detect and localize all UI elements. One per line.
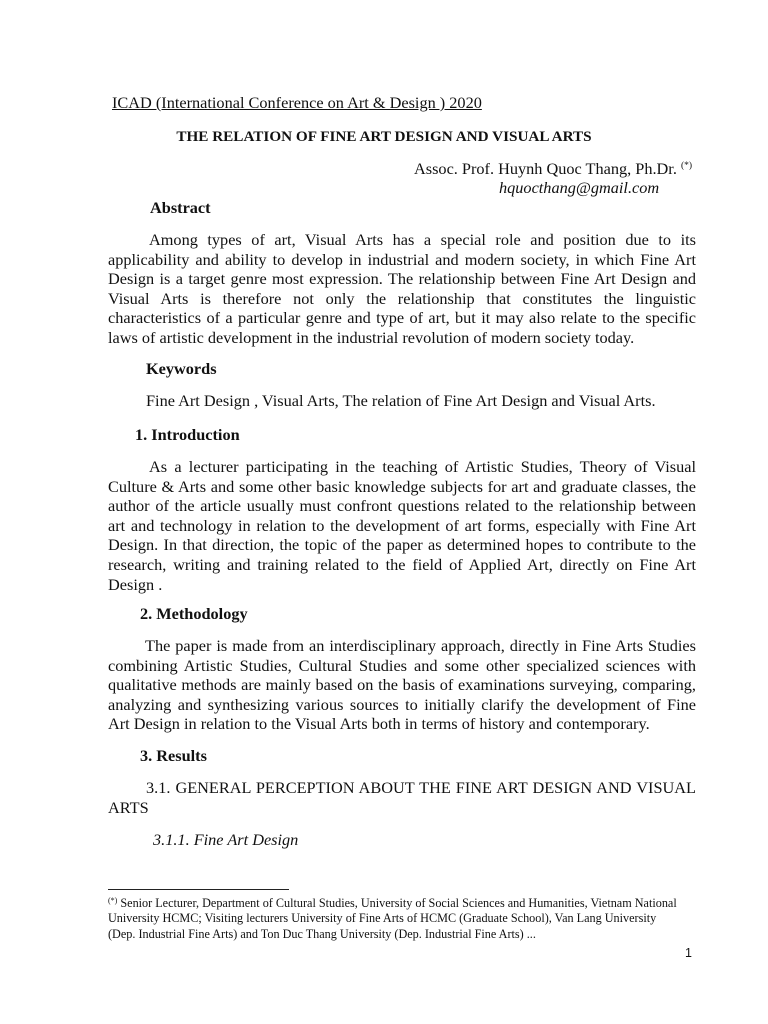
abstract-line-6: laws of artistic development in the industrial revolution of modern society today.	[108, 327, 635, 347]
keywords-heading: Keywords	[146, 359, 217, 378]
intro-line-5: Design. In that direction, the topic of the paper as determined hopes to contribute to the	[108, 535, 696, 555]
methodology-heading: 2. Methodology	[140, 604, 248, 623]
abstract-line-5: characteristics of a particular genre and type of art, but it may also relate to the specific	[108, 308, 696, 328]
author-line	[414, 159, 692, 179]
method-line-4: analyzing and synthesizing various sources to initially clarify the development of Fine	[108, 694, 696, 714]
author-name: Assoc. Prof. Huynh Quoc Thang, Ph.Dr.	[414, 159, 677, 178]
intro-line-2: Culture & Arts and some other basic knowledge subjects for art and graduate classes, the	[108, 476, 696, 496]
paper-title: THE RELATION OF FINE ART DESIGN AND VISUAL ARTS	[176, 128, 592, 145]
footnote-marker: (*)	[108, 896, 118, 905]
abstract-line-1: Among types of art, Visual Arts has a special role and position due to its	[149, 230, 696, 249]
introduction-heading: 1. Introduction	[135, 425, 240, 444]
results-subsubheading: 3.1.1. Fine Art Design	[153, 830, 299, 849]
footnote-line-1: (*) Senior Lecturer, Department of Cultural Studies, University of Social Sciences and Humanities, Vietnam National	[108, 896, 677, 910]
method-line-1: The paper is made from an interdisciplinary approach, directly in Fine Arts Studies	[145, 636, 696, 655]
author-footnote-marker: (*)	[680, 161, 693, 171]
results-sub-line-2: ARTS	[108, 797, 149, 817]
intro-line-1: As a lecturer participating in the teaching of Artistic Studies, Theory of Visual	[149, 457, 696, 476]
intro-line-4: art and technology in relation to the development of art forms, especially with Fine Art	[108, 515, 696, 535]
intro-line-6: research, writing and training related to the field of Applied Art, directly on Fine Art	[108, 554, 696, 574]
method-line-2: combining Artistic Studies, Cultural Studies and some other specialized sciences with	[108, 655, 696, 675]
abstract-paragraph	[108, 230, 696, 348]
abstract-heading: Abstract	[150, 198, 211, 217]
intro-line-7: Design .	[108, 574, 163, 594]
footnote-divider	[108, 889, 289, 890]
intro-line-3: author of the article usually must confront questions related to the relationship between	[108, 496, 696, 516]
footnote-line-3: (Dep. Industrial Fine Arts) and Ton Duc Thang University (Dep. Industrial Fine Arts) ...	[108, 926, 536, 941]
footnote-line-2: University HCMC; Visiting lecturers University of Fine Arts of HCMC (Graduate School), Van Lang University	[108, 911, 657, 926]
introduction-paragraph	[108, 457, 696, 594]
method-line-5: Art Design in relation to the Visual Arts both in terms of history and contemporary.	[108, 714, 650, 734]
author-email: hquocthang@gmail.com	[499, 178, 660, 197]
results-sub-line-1: 3.1. GENERAL PERCEPTION ABOUT THE FINE ART DESIGN AND VISUAL	[146, 778, 696, 797]
page-number: 1	[685, 946, 692, 960]
results-subheading	[108, 778, 696, 817]
methodology-paragraph	[108, 636, 696, 734]
abstract-line-4: Visual Arts is therefore not only the relationship that constitutes the linguistic	[108, 288, 696, 308]
keywords-text: Fine Art Design , Visual Arts, The relation of Fine Art Design and Visual Arts.	[146, 391, 656, 410]
footnote	[108, 896, 700, 942]
method-line-3: qualitative methods are mainly based on the basis of examinations surveying, comparing,	[108, 675, 696, 695]
abstract-line-2: applicability and ability to develop in industrial and modern society, in which Fine Art	[108, 249, 696, 269]
results-heading: 3. Results	[140, 746, 207, 765]
abstract-line-3: Design is a target genre most expression. The relationship between Fine Art Design and	[108, 269, 696, 289]
conference-header: ICAD (International Conference on Art & Design ) 2020	[112, 93, 482, 112]
